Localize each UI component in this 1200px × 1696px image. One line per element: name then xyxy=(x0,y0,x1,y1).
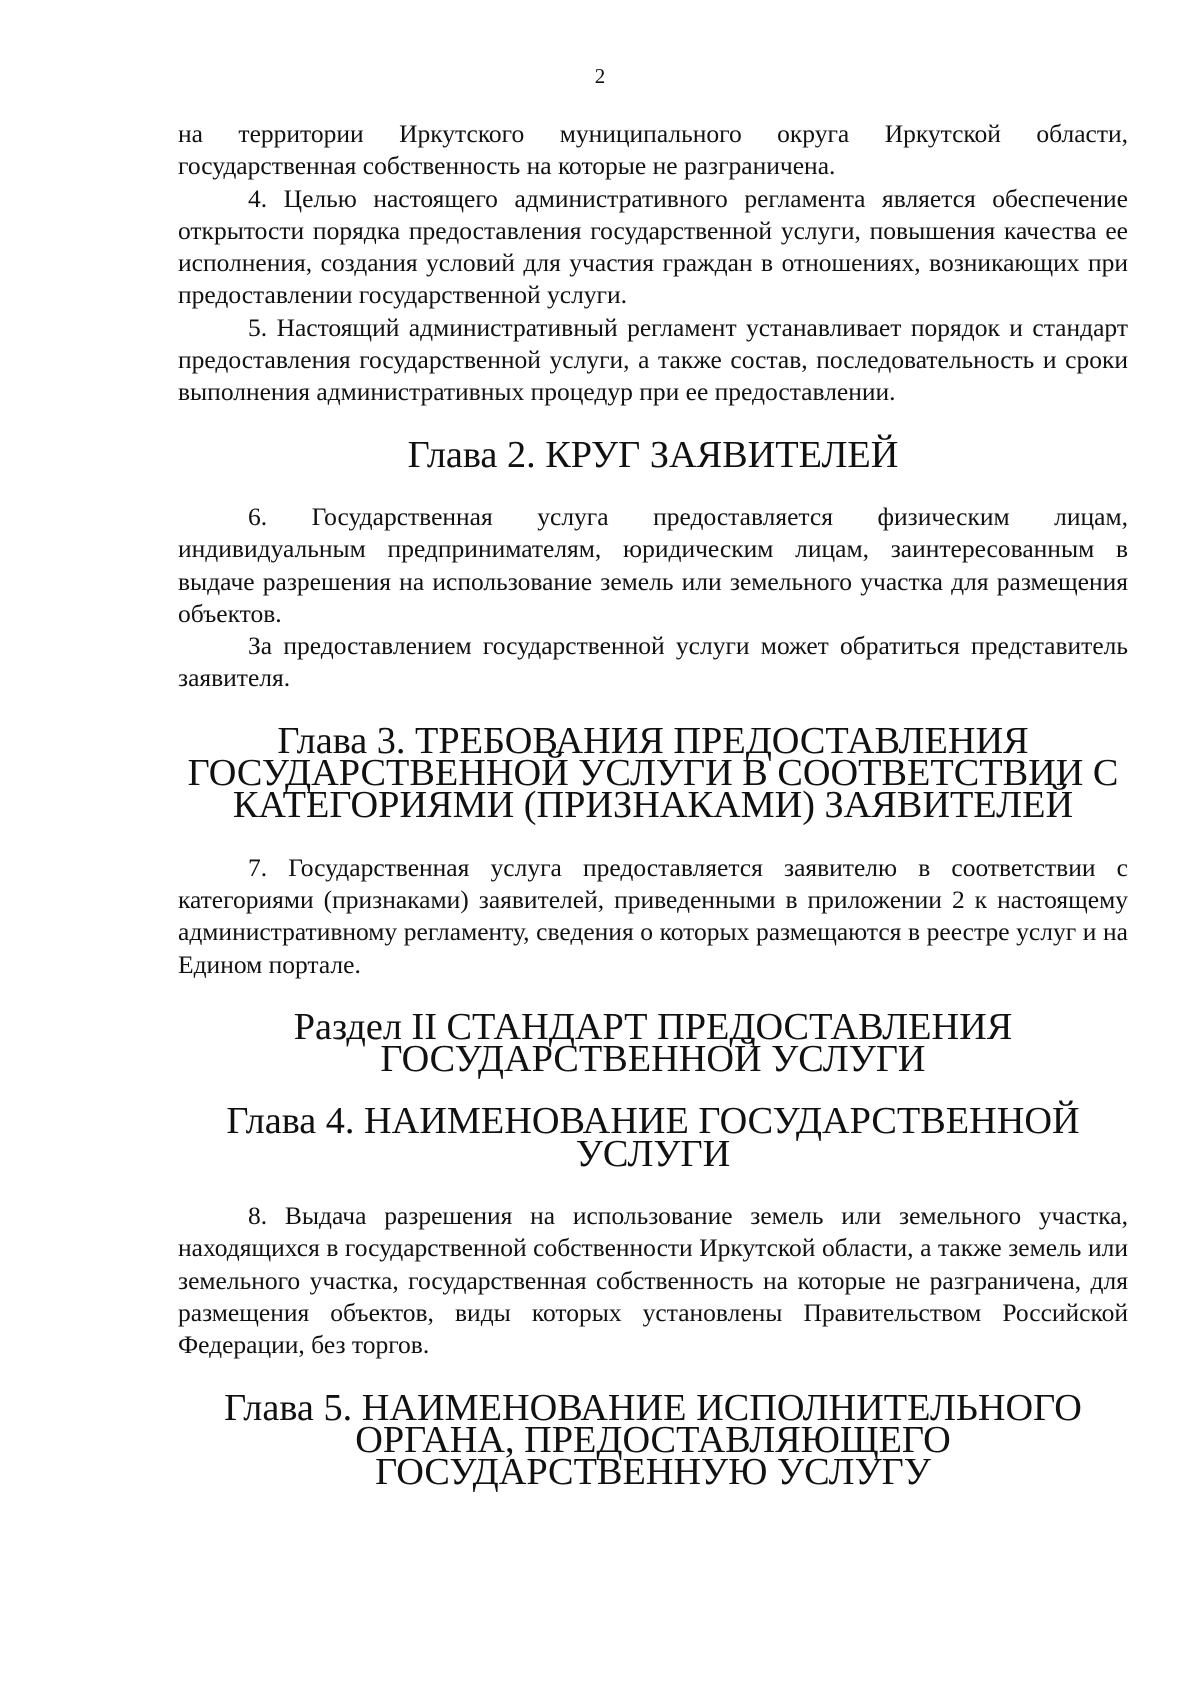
document-body xyxy=(178,118,1128,1494)
page-number: 2 xyxy=(594,64,606,88)
heading-chapter-3: Глава 3. ТРЕБОВАНИЯ ПРЕДОСТАВЛЕНИЯ ГОСУДАРСТВЕННОЙ УСЛУГИ В СООТВЕТСТВИИ С КАТЕГОРИЯМИ (ПРИЗНАКАМИ) ЗАЯВИТЕЛЕЙ xyxy=(187,719,1119,827)
paragraph-8: 8. Выдача разрешения на использование земель или земельного участка, находящихся в государственной собственности Иркутской области, а также земель или земельного участка, государственная собственность на которые не разграничена, для размещения объектов, виды которых установлены Правительством Российской Федерации, без торгов. xyxy=(178,1201,1128,1360)
heading-chapter-5: Глава 5. НАИМЕНОВАНИЕ ИСПОЛНИТЕЛЬНОГО ОРГАНА, ПРЕДОСТАВЛЯЮЩЕГО ГОСУДАРСТВЕННУЮ УСЛУГУ xyxy=(224,1386,1082,1494)
paragraph-4: 4. Целью настоящего административного регламента является обеспечение открытости порядка предоставления государственной услуги, повышения качества ее исполнения, создания условий для участия граждан в отношениях, возникающих при предоставлении государственной услуги. xyxy=(178,183,1128,310)
heading-chapter-2: Глава 2. КРУГ ЗАЯВИТЕЛЕЙ xyxy=(407,433,899,476)
paragraph-6-representative: За предоставлением государственной услуги может обратиться представитель заявителя. xyxy=(178,631,1128,693)
paragraph-6: 6. Государственная услуга предоставляется физическим лицам, индивидуальным предпринимателям, юридическим лицам, заинтересованным в выдаче разрешения на использование земель или земельного участка для размещения объектов. xyxy=(178,501,1128,628)
paragraph-continuation: на территории Иркутского муниципального округа Иркутской области, государственная собственность на которые не разграничена. xyxy=(178,119,1128,181)
heading-chapter-4: Глава 4. НАИМЕНОВАНИЕ ГОСУДАРСТВЕННОЙ УСЛУГИ xyxy=(226,1100,1080,1175)
paragraph-7: 7. Государственная услуга предоставляется заявителю в соответствии с категориями (признаками) заявителей, приведенными в приложении 2 к настоящему административному регламенту, сведения о которых размещаются в реестре услуг и на Едином портале. xyxy=(178,852,1128,979)
paragraph-5: 5. Настоящий административный регламент устанавливает порядок и стандарт предоставления государственной услуги, а также состав, последовательность и сроки выполнения административных процедур при ее предоставлении. xyxy=(178,312,1128,407)
heading-section-2: Раздел II СТАНДАРТ ПРЕДОСТАВЛЕНИЯ ГОСУДАРСТВЕННОЙ УСЛУГИ xyxy=(293,1005,1013,1081)
